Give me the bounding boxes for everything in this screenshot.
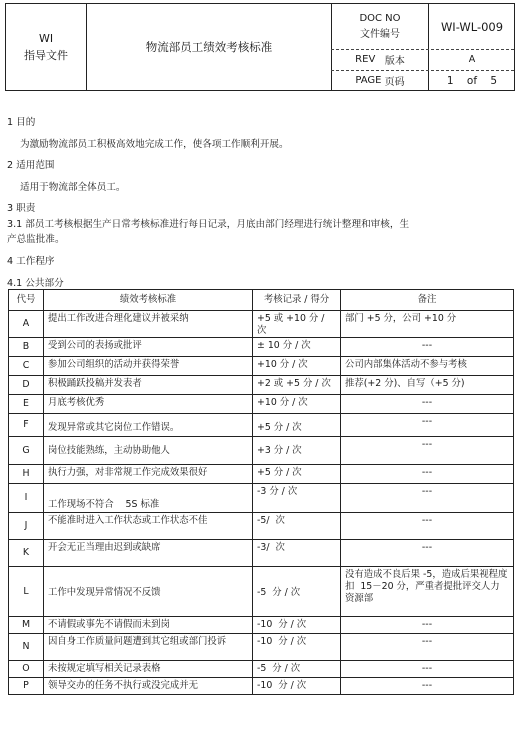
row-score: +5 或 +10 分 / 次 [253, 311, 341, 338]
table-row [9, 484, 514, 513]
row-standard: 未按规定填写相关记录表格 [44, 661, 253, 678]
page-label-cn: 页码 [384, 77, 405, 88]
doc-no-value: WI-WL-009 [440, 20, 504, 34]
page-label-en: PAGE [355, 75, 382, 86]
row-code: I [9, 484, 44, 513]
row-standard: 领导交办的任务不执行或没完成并无 [44, 678, 253, 695]
section-3-line-2: 产总监批准。 [7, 234, 65, 245]
row-note: --- [341, 338, 514, 357]
row-code: G [9, 437, 44, 465]
row-note: --- [341, 437, 514, 465]
row-score: +5 分 / 次 [253, 414, 341, 437]
row-note: --- [341, 661, 514, 678]
row-note: --- [341, 395, 514, 414]
row-standard: 发现异常或其它岗位工作错误。 [44, 414, 253, 437]
row-standard: 提出工作改进合理化建议并被采纳 [44, 311, 253, 338]
row-standard: 积极踊跃投稿并发表者 [44, 376, 253, 395]
rev-value: A [468, 54, 476, 65]
table-row [9, 567, 514, 617]
row-score: -3/ 次 [253, 540, 341, 567]
row-code: H [9, 465, 44, 484]
row-note: 公司内部集体活动不参与考核 [341, 357, 514, 376]
row-code: L [9, 567, 44, 617]
section-1-body: 为激励物流部员工积极高效地完成工作，使各项工作顺利开展。 [20, 139, 289, 150]
row-standard: 开会无正当理由迟到或缺席 [44, 540, 253, 567]
row-note: --- [341, 678, 514, 695]
row-note: 推荐(+2 分)、自写（+5 分) [341, 376, 514, 395]
row-score: -5 分 / 次 [253, 567, 341, 617]
doc-no-label-en: DOC NO [359, 13, 401, 24]
row-code: C [9, 357, 44, 376]
rev-label [332, 50, 428, 69]
row-score: -10 分 / 次 [253, 617, 341, 634]
row-code: E [9, 395, 44, 414]
table-row [9, 395, 514, 414]
row-score: -3 分 / 次 [253, 484, 341, 513]
row-note: --- [341, 634, 514, 661]
section-4-heading: 4 工作程序 [7, 256, 55, 267]
row-score: -10 分 / 次 [253, 634, 341, 661]
row-score: +2 或 +5 分 / 次 [253, 376, 341, 395]
rev-label-cn: 版本 [384, 56, 405, 67]
row-note: 没有造成不良后果 -5，造成后果视程度扣 15－20 分，严重者提批评交人力资源部 [341, 567, 514, 617]
table-row [9, 513, 514, 540]
row-code: M [9, 617, 44, 634]
table-row [9, 414, 514, 437]
performance-table [8, 289, 514, 695]
row-score: -5 分 / 次 [253, 661, 341, 678]
row-code: D [9, 376, 44, 395]
row-note: --- [341, 513, 514, 540]
table-row [9, 311, 514, 338]
row-code: B [9, 338, 44, 357]
row-note: --- [341, 465, 514, 484]
page-value: 1 of 5 [446, 74, 498, 87]
row-code: J [9, 513, 44, 540]
section-3-line-1: 3.1 部员工考核根据生产日常考核标准进行每日记录，月底由部门经理进行统计整理和审核，生 [7, 219, 410, 230]
header-standard: 绩效考核标准 [44, 290, 253, 311]
table-row [9, 437, 514, 465]
row-score: +10 分 / 次 [253, 395, 341, 414]
row-standard: 受到公司的表扬或批评 [44, 338, 253, 357]
row-standard: 月底考核优秀 [44, 395, 253, 414]
row-standard: 执行力强，对非常规工作完成效果很好 [44, 465, 253, 484]
header-code: 代号 [9, 290, 44, 311]
section-2-heading: 2 适用范围 [7, 160, 55, 171]
row-code: A [9, 311, 44, 338]
row-code: K [9, 540, 44, 567]
row-code: P [9, 678, 44, 695]
table-row [9, 678, 514, 695]
doc-no-label [332, 6, 428, 48]
section-4-1-heading: 4.1 公共部分 [7, 278, 64, 289]
page-label [332, 71, 428, 90]
table-row [9, 540, 514, 567]
row-code: N [9, 634, 44, 661]
document-title: 物流部员工绩效考核标准 [145, 40, 273, 54]
section-1-heading: 1 目的 [7, 117, 36, 128]
row-score: ± 10 分 / 次 [253, 338, 341, 357]
row-score: +5 分 / 次 [253, 465, 341, 484]
wi-box [6, 4, 86, 90]
row-note: --- [341, 540, 514, 567]
table-row [9, 338, 514, 357]
row-score: +10 分 / 次 [253, 357, 341, 376]
row-standard: 岗位技能熟练，主动协助他人 [44, 437, 253, 465]
document-header [5, 3, 515, 91]
table-row [9, 376, 514, 395]
row-standard: 参加公司组织的活动并获得荣誉 [44, 357, 253, 376]
row-standard: 工作现场不符合 5S 标准 [44, 484, 253, 513]
table-row [9, 465, 514, 484]
header-note: 备注 [341, 290, 514, 311]
row-score: -5/ 次 [253, 513, 341, 540]
wi-subtitle: 指导文件 [24, 49, 68, 62]
section-3-heading: 3 职责 [7, 203, 36, 214]
row-note: --- [341, 617, 514, 634]
doc-no-label-cn: 文件编号 [360, 29, 400, 40]
rev-label-en: REV [355, 54, 376, 65]
header-score: 考核记录 / 得分 [253, 290, 341, 311]
row-standard: 不请假或事先不请假而未到岗 [44, 617, 253, 634]
row-score: +3 分 / 次 [253, 437, 341, 465]
row-note: --- [341, 414, 514, 437]
row-standard: 不能准时进入工作状态或工作状态不佳 [44, 513, 253, 540]
table-row [9, 357, 514, 376]
table-row [9, 661, 514, 678]
table-row [9, 634, 514, 661]
row-code: F [9, 414, 44, 437]
row-note: 部门 +5 分，公司 +10 分 [341, 311, 514, 338]
row-note: --- [341, 484, 514, 513]
row-score: -10 分 / 次 [253, 678, 341, 695]
table-row [9, 617, 514, 634]
section-2-body: 适用于物流部全体员工。 [20, 182, 126, 193]
wi-label: WI [38, 32, 54, 45]
row-code: O [9, 661, 44, 678]
table-header-row [9, 290, 514, 311]
row-standard: 工作中发现异常情况不反馈 [44, 567, 253, 617]
row-standard: 因自身工作质量问题遭到其它组或部门投诉 [44, 634, 253, 661]
